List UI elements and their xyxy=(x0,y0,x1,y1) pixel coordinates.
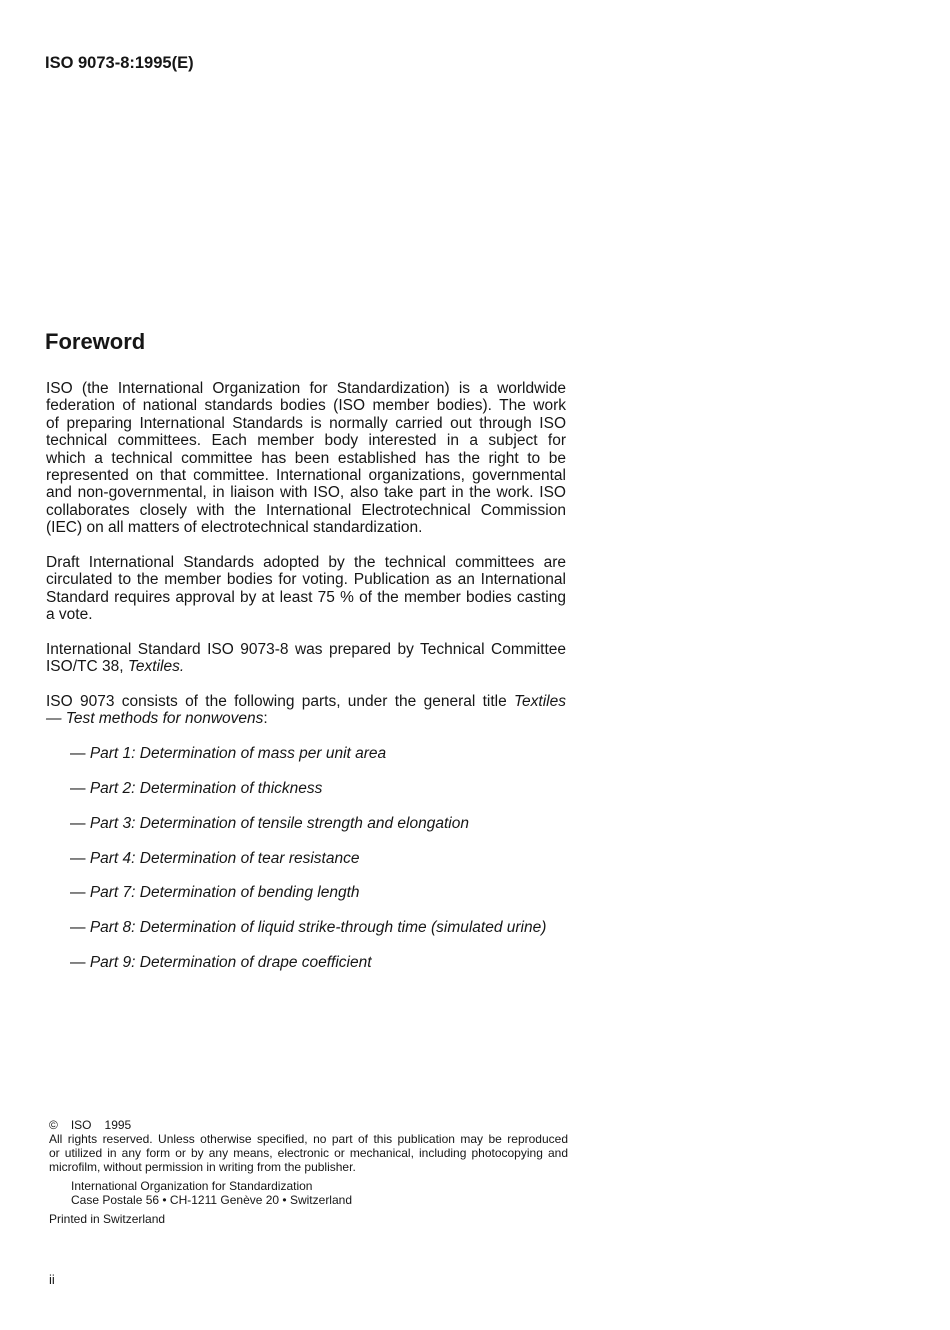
list-dash: — xyxy=(70,779,86,797)
paragraph-line: Standard requires approval by at least 75 % of the member bodies casting xyxy=(46,588,566,606)
publisher-address xyxy=(49,1179,568,1207)
copyright-block xyxy=(49,1118,568,1226)
parts-intro-text: ISO 9073 consists of the following parts, under the general title xyxy=(46,693,515,711)
paragraph-line: a vote. xyxy=(46,606,93,624)
general-title-sub: — Test methods for nonwovens xyxy=(46,710,264,728)
printed-in-note: Printed in Switzerland xyxy=(49,1212,166,1226)
list-dash: — xyxy=(70,745,86,763)
paragraph-line: circulated to the member bodies for voting. Publication as an International xyxy=(46,571,566,589)
part-title: Part 7: Determination of bending length xyxy=(89,884,360,902)
foreword-body xyxy=(46,380,566,989)
rights-notice-line: microfilm, without permission in writing from the publisher. xyxy=(49,1160,356,1174)
copyright-year: 1995 xyxy=(104,1118,132,1132)
part-list-item xyxy=(70,815,566,832)
foreword-paragraph-4 xyxy=(46,693,566,728)
part-list-item xyxy=(70,954,566,971)
paragraph-line xyxy=(46,710,566,727)
foreword-paragraph-3 xyxy=(46,641,566,676)
paragraph-line: Draft International Standards adopted by the technical committees are xyxy=(46,553,566,571)
part-title: Part 4: Determination of tear resistance xyxy=(89,849,360,867)
paragraph-line: which a technical committee has been established has the right to be xyxy=(46,449,566,467)
list-dash: — xyxy=(70,919,86,937)
parts-intro-colon: : xyxy=(263,710,268,728)
foreword-paragraph-1 xyxy=(46,380,566,537)
paragraph-line: federation of national standards bodies (ISO member bodies). The work xyxy=(46,397,566,415)
part-title: Part 9: Determination of drape coefficient xyxy=(89,953,372,971)
list-dash: — xyxy=(70,884,86,902)
parts-list xyxy=(46,745,566,971)
paragraph-line: and non-governmental, in liaison with ISO, also take part in the work. ISO xyxy=(46,484,566,502)
paragraph-line: ISO (the International Organization for Standardization) is a worldwide xyxy=(46,380,566,397)
committee-title: Textiles. xyxy=(127,658,185,676)
copyright-holder: ISO xyxy=(70,1118,92,1132)
list-dash: — xyxy=(70,849,86,867)
address-line: Case Postale 56 • CH-1211 Genève 20 • Switzerland xyxy=(71,1193,352,1207)
rights-notice-line: or utilized in any form or by any means, electronic or mechanical, including photocopying and xyxy=(49,1146,568,1160)
part-title: Part 8: Determination of liquid strike-through time (simulated urine) xyxy=(89,919,547,937)
foreword-paragraph-2 xyxy=(46,554,566,624)
part-title: Part 1: Determination of mass per unit area xyxy=(89,745,387,763)
paragraph-line: represented on that committee. International organizations, governmental xyxy=(46,466,566,484)
part-list-item xyxy=(70,850,566,867)
general-title-main: Textiles xyxy=(514,693,566,711)
foreword-heading: Foreword xyxy=(45,329,146,354)
committee-reference: ISO/TC 38, xyxy=(46,658,128,676)
paragraph-line: technical committees. Each member body interested in a subject for xyxy=(46,432,566,450)
paragraph-line: International Standard ISO 9073-8 was prepared by Technical Committee xyxy=(46,640,566,658)
part-list-item xyxy=(70,919,566,936)
copyright-symbol: © xyxy=(49,1118,58,1132)
part-title: Part 3: Determination of tensile strength and elongation xyxy=(89,814,469,832)
page-number: ii xyxy=(49,1272,55,1287)
paragraph-line: (IEC) on all matters of electrotechnical standardization. xyxy=(46,519,423,537)
list-dash: — xyxy=(70,953,86,971)
document-identifier: ISO 9073-8:1995(E) xyxy=(45,54,194,72)
part-list-item xyxy=(70,745,566,762)
paragraph-line: of preparing International Standards is normally carried out through ISO xyxy=(46,414,566,432)
rights-notice-line: All rights reserved. Unless otherwise specified, no part of this publication may be reproduced xyxy=(49,1132,568,1146)
address-line: International Organization for Standardization xyxy=(71,1179,313,1193)
part-title: Part 2: Determination of thickness xyxy=(89,779,323,797)
copyright-line xyxy=(49,1118,568,1132)
list-dash: — xyxy=(70,814,86,832)
paragraph-line xyxy=(46,693,566,710)
paragraph-line xyxy=(46,658,566,675)
part-list-item xyxy=(70,780,566,797)
paragraph-line: collaborates closely with the International Electrotechnical Commission xyxy=(46,501,566,519)
part-list-item xyxy=(70,884,566,901)
